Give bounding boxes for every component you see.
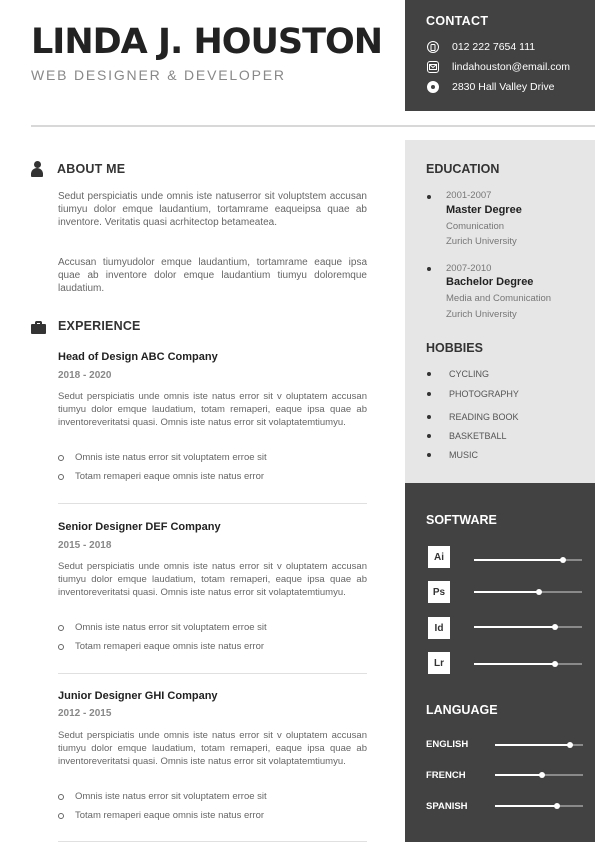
job-bullet	[58, 622, 267, 633]
circle-bullet-icon	[58, 455, 64, 461]
hobby-label: MUSIC	[449, 450, 478, 460]
hobby-label: READING BOOK	[449, 412, 519, 422]
education-degree: Bachelor Degree	[446, 276, 534, 288]
education-hobbies-panel	[405, 140, 595, 483]
language-level-bar	[495, 805, 583, 807]
language-level-bar	[495, 744, 583, 746]
bullet-dot-icon	[427, 392, 431, 396]
circle-bullet-icon	[58, 644, 64, 650]
hobby-item	[427, 369, 489, 379]
job-title: Junior Designer GHI Company	[58, 690, 218, 702]
hobby-label: CYCLING	[449, 369, 490, 379]
email-icon	[427, 61, 439, 73]
software-level-bar	[474, 663, 582, 665]
circle-bullet-icon	[58, 794, 64, 800]
software-badge-id: Id	[428, 617, 450, 639]
job-title: Head of Design ABC Company	[58, 351, 218, 363]
hobby-item	[427, 431, 507, 441]
circle-bullet-icon	[58, 625, 64, 631]
experience-title: EXPERIENCE	[58, 319, 141, 333]
contact-phone[interactable]	[427, 40, 535, 54]
hobby-label: PHOTOGRAPHY	[449, 389, 519, 399]
header-divider	[31, 125, 595, 127]
education-field: Media and Comunication	[446, 293, 552, 304]
job-bullet-text: Totam remaperi eaque omnis iste natus error	[75, 810, 265, 821]
job-divider	[58, 503, 367, 504]
job-bullet-text: Omnis iste natus error sit voluptatem erroe sit	[75, 452, 267, 463]
job-bullet	[58, 471, 264, 482]
job-description: Sedut perspiciatis unde omnis iste natus error sit v oluptatem accusan tiumyu dolor emque laudatium, totam remaperi, eaque ipsa quae ab inventoreveritatsi quasi. Omnis iste natus error sit volaptatemtiumyu.	[58, 561, 367, 598]
job-years: 2018 - 2020	[58, 370, 112, 381]
experience-heading	[31, 319, 141, 333]
bullet-dot-icon	[427, 453, 431, 457]
contact-panel	[405, 0, 595, 111]
contact-title: CONTACT	[426, 14, 489, 28]
education-title: EDUCATION	[426, 162, 500, 176]
briefcase-icon	[31, 321, 46, 333]
hobby-item	[427, 412, 519, 422]
hobby-item	[427, 389, 519, 399]
software-badge-lr: Lr	[428, 652, 450, 674]
job-divider	[58, 673, 367, 674]
hobby-label: BASKETBALL	[449, 431, 507, 441]
job-bullet-text: Omnis iste natus error sit voluptatem erroe sit	[75, 622, 267, 633]
location-pin-icon	[427, 81, 439, 93]
education-years: 2001-2007	[446, 190, 492, 201]
contact-email[interactable]	[427, 60, 570, 74]
contact-phone-text: 012 222 7654 111	[452, 41, 536, 53]
job-bullet	[58, 452, 267, 463]
job-description: Sedut perspiciatis unde omnis iste natus error sit v oluptatem accusan tiumyu dolor emque laudatium, totam remaperi, eaque ipsa quae ab inventoreveritatsi quasi. Omnis iste natus error sit volaptatemtiumyu.	[58, 730, 367, 767]
education-field: Comunication	[446, 221, 505, 232]
job-bullet-text: Totam remaperi eaque omnis iste natus error	[75, 471, 265, 482]
hobby-item	[427, 450, 478, 460]
skills-panel	[405, 483, 595, 842]
about-paragraph-2: Accusan tiumyudolor emque laudantium, tortamrame eaque ipsa quae ab inventore dolor emque laudantium tiumyu doloremque laudatium.	[58, 257, 367, 294]
job-bullet-text: Omnis iste natus error sit voluptatem erroe sit	[75, 791, 267, 802]
hobbies-title: HOBBIES	[426, 341, 483, 355]
circle-bullet-icon	[58, 813, 64, 819]
bullet-dot-icon	[427, 372, 431, 376]
bullet-dot-icon	[427, 195, 431, 199]
language-level-bar	[495, 774, 583, 776]
candidate-name: LINDA J. HOUSTON	[31, 22, 383, 62]
contact-address-text: 2830 Hall Valley Drive	[452, 81, 555, 93]
contact-address[interactable]	[427, 80, 555, 94]
about-paragraph-1: Sedut perspiciatis unde omnis iste natuserror sit voluptstem accusan tiumyu dolor emque laudantium, tortamrame eaqueipsa quae ab inventore. Veritatis quasi acrhitectop betameatea.	[58, 191, 367, 228]
language-label: FRENCH	[426, 770, 466, 781]
job-bullet-text: Totam remaperi eaque omnis iste natus error	[75, 641, 265, 652]
about-heading	[31, 161, 125, 177]
job-description: Sedut perspiciatis unde omnis iste natus error sit v oluptatem accusan tiumyu dolor emque laudatium, totam remaperi, eaque ipsa quae ab inventoreveritatsi quasi. Omnis iste natus error sit volaptatemtiumyu.	[58, 391, 367, 428]
bullet-dot-icon	[427, 267, 431, 271]
education-years: 2007-2010	[446, 263, 492, 274]
phone-icon	[427, 41, 439, 53]
language-label: ENGLISH	[426, 739, 469, 750]
person-icon	[31, 161, 43, 177]
software-badge-ps: Ps	[428, 581, 450, 603]
resume-header	[0, 0, 405, 125]
job-bullet	[58, 791, 267, 802]
circle-bullet-icon	[58, 474, 64, 480]
software-level-bar	[474, 591, 582, 593]
software-title: SOFTWARE	[426, 513, 497, 527]
job-years: 2015 - 2018	[58, 540, 112, 551]
job-years: 2012 - 2015	[58, 708, 112, 719]
bullet-dot-icon	[427, 415, 431, 419]
bullet-dot-icon	[427, 434, 431, 438]
software-level-bar	[474, 626, 582, 628]
job-bullet	[58, 810, 264, 821]
job-bullet	[58, 641, 264, 652]
education-school: Zurich University	[446, 309, 517, 320]
job-title: Senior Designer DEF Company	[58, 521, 221, 533]
candidate-role: WEB DESIGNER & DEVELOPER	[31, 67, 286, 83]
software-level-bar	[474, 559, 582, 561]
language-title: LANGUAGE	[426, 703, 498, 717]
software-badge-ai: Ai	[428, 546, 450, 568]
education-degree: Master Degree	[446, 204, 522, 216]
about-title: ABOUT ME	[57, 162, 126, 176]
language-label: SPANISH	[426, 801, 468, 812]
education-school: Zurich University	[446, 236, 517, 247]
contact-email-text: lindahouston@email.com	[452, 61, 571, 73]
